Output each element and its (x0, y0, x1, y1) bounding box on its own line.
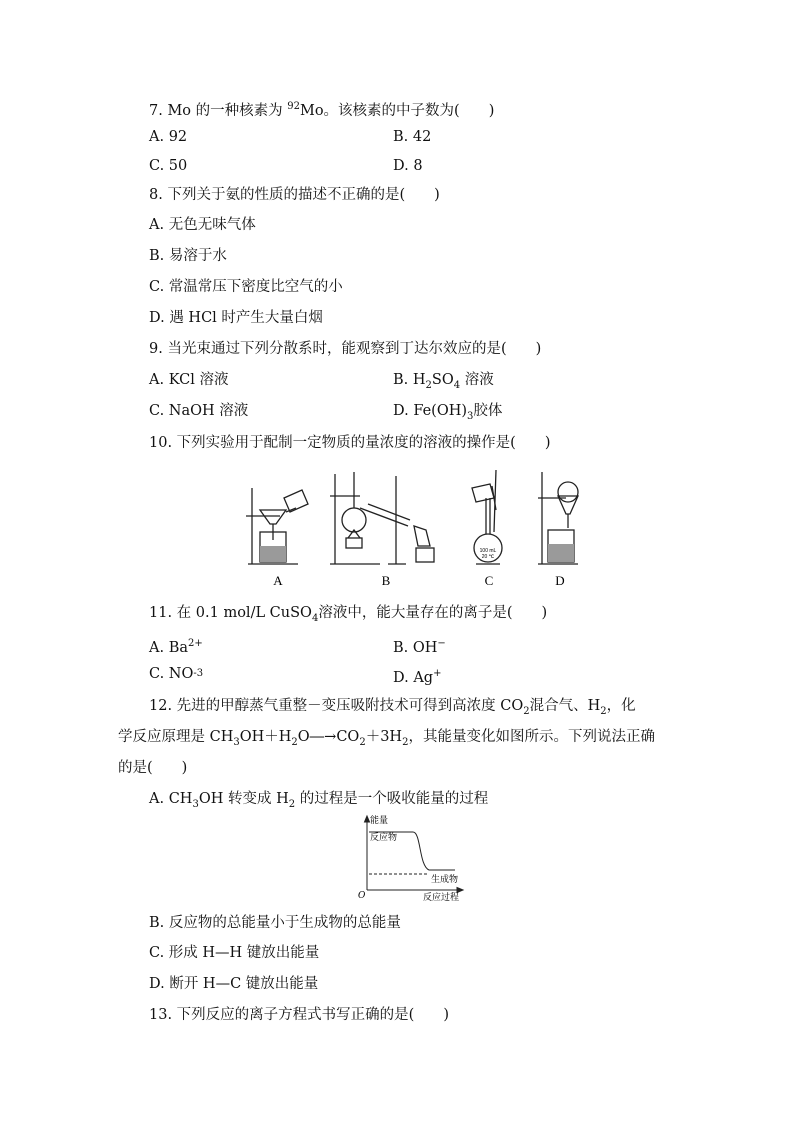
flask-temp-text: 20 ℃ (481, 554, 495, 560)
q9-option-d[interactable] (393, 402, 502, 426)
q12-stem-line2 (118, 728, 655, 752)
q11-b-sup: − (437, 638, 446, 649)
q12-l1-post: 混合气、H (529, 698, 601, 714)
q12-energy-diagram (355, 814, 467, 902)
q10-apparatus-figure (238, 468, 588, 593)
q9-b-sub1: 2 (425, 379, 432, 391)
q7-option-c[interactable]: C. 50 (149, 158, 188, 174)
q9-option-b[interactable] (393, 371, 494, 395)
q12-stem-line3: 的是( ) (118, 760, 188, 776)
q12-l1-sub: 2 (523, 705, 530, 717)
q11-a-pre: A. Ba (149, 639, 188, 656)
q12-option-c[interactable]: C. 形成 H—H 键放出能量 (149, 945, 320, 961)
x-axis-arrow (457, 888, 463, 893)
q12-a-sub2: 2 (288, 798, 296, 810)
q12-l2-sub3: 2 (359, 736, 366, 748)
q11-a-sup: 2+ (188, 638, 203, 649)
q7-option-b[interactable]: B. 42 (393, 129, 432, 145)
apparatus-d-separatory-funnel (538, 472, 578, 564)
q8-stem: 8. 下列关于氨的性质的描述不正确的是( ) (149, 187, 440, 203)
q12-l2-mid2: O―→CO (297, 729, 360, 745)
q7-option-d[interactable]: D. 8 (393, 158, 423, 174)
q12-option-d[interactable]: D. 断开 H—C 键放出能量 (149, 976, 319, 992)
q10-stem: 10. 下列实验用于配制一定物质的量浓度的溶液的操作是( ) (149, 435, 551, 451)
q9-b-sub2: 4 (453, 379, 461, 391)
q12-l2-pre: 学反应原理是 CH (118, 729, 234, 745)
chart-y-label: 能量 (370, 816, 389, 826)
q12-a-sub: 3 (192, 798, 199, 810)
q11-c-text: C. NO (149, 666, 194, 682)
q12-l2-end: ，其能量变化如图所示。下列说法正确 (408, 729, 655, 745)
q8-option-c[interactable]: C. 常温常压下密度比空气的小 (149, 279, 343, 295)
chart-reactant-label: 反应物 (370, 833, 398, 843)
figure-label-b: B (381, 573, 391, 588)
q11-stem-pre: 11. 在 0.1 mol/L CuSO (149, 605, 312, 621)
q9-b-post: 溶液 (460, 372, 494, 388)
q13-stem: 13. 下列反应的离子方程式书写正确的是( ) (149, 1007, 449, 1023)
chart-product-label: 生成物 (431, 875, 459, 885)
q12-l2-sub: 3 (233, 736, 240, 748)
q9-option-c[interactable]: C. NaOH 溶液 (149, 403, 249, 419)
q11-option-c[interactable] (149, 665, 203, 683)
q9-stem: 9. 当光束通过下列分散系时，能观察到丁达尔效应的是( ) (149, 341, 542, 357)
q12-a-post: 的过程是一个吸收能量的过程 (295, 791, 489, 807)
q8-option-a[interactable]: A. 无色无味气体 (149, 217, 256, 233)
q9-option-a[interactable]: A. KCl 溶液 (149, 372, 229, 388)
y-axis-arrow (365, 816, 370, 822)
q9-d-post: 胶体 (473, 403, 503, 419)
q12-stem-line1 (149, 697, 636, 721)
q12-a-mid: OH 转变成 H (198, 791, 289, 807)
q11-option-b[interactable] (393, 635, 446, 657)
q7-stem-pre: 7. Mo 的一种核素为 (149, 102, 288, 119)
q12-option-a[interactable] (149, 790, 488, 814)
q12-l2-sub4: 2 (402, 736, 409, 748)
q8-option-b[interactable]: B. 易溶于水 (149, 248, 227, 264)
figure-label-a: A (273, 573, 283, 588)
q12-l1-pre: 12. 先进的甲醇蒸气重整－变压吸附技术可得到高浓度 CO (149, 698, 524, 714)
q12-l1-sub2: 2 (600, 705, 607, 717)
q12-l1-end: ，化 (606, 698, 636, 714)
q7-stem-post: Mo。该核素的中子数为( ) (299, 102, 495, 119)
figure-label-c: C (484, 573, 494, 588)
apparatus-a-filtration (246, 488, 308, 564)
q11-stem-sub: 4 (311, 612, 319, 624)
q9-d-sub: 3 (467, 410, 474, 422)
q8-option-d[interactable]: D. 遇 HCl 时产生大量白烟 (149, 310, 323, 326)
q11-stem-post: 溶液中，能大量存在的离子是( ) (318, 605, 548, 621)
q12-a-pre: A. CH (149, 791, 193, 807)
q11-d-sup: + (433, 668, 442, 679)
q12-l2-sub2: 2 (291, 736, 298, 748)
q12-option-b[interactable]: B. 反应物的总能量小于生成物的总能量 (149, 915, 401, 931)
q12-l2-mid: OH＋H (239, 729, 292, 745)
apparatus-b-distillation (330, 472, 434, 564)
flask-volume-text: 100 mL (479, 548, 497, 554)
q12-l2-mid3: ＋3H (365, 729, 403, 745)
q7-stem (149, 98, 494, 120)
q7-mass-number: 92 (287, 101, 300, 112)
q9-b-mid: SO (431, 372, 454, 388)
q11-c-ion-marks: -3 (193, 668, 204, 679)
q11-stem (149, 604, 547, 628)
q11-option-a[interactable] (149, 635, 203, 657)
q9-d-pre: D. Fe(OH) (393, 403, 468, 419)
q11-option-d[interactable] (393, 665, 441, 687)
chart-origin-label: O (358, 891, 366, 901)
q11-d-pre: D. Ag (393, 669, 434, 686)
chart-x-label: 反应过程 (423, 893, 460, 902)
q7-option-a[interactable]: A. 92 (149, 129, 188, 145)
q11-b-pre: B. OH (393, 639, 438, 656)
figure-label-d: D (555, 573, 565, 588)
q9-b-pre: B. H (393, 372, 426, 388)
